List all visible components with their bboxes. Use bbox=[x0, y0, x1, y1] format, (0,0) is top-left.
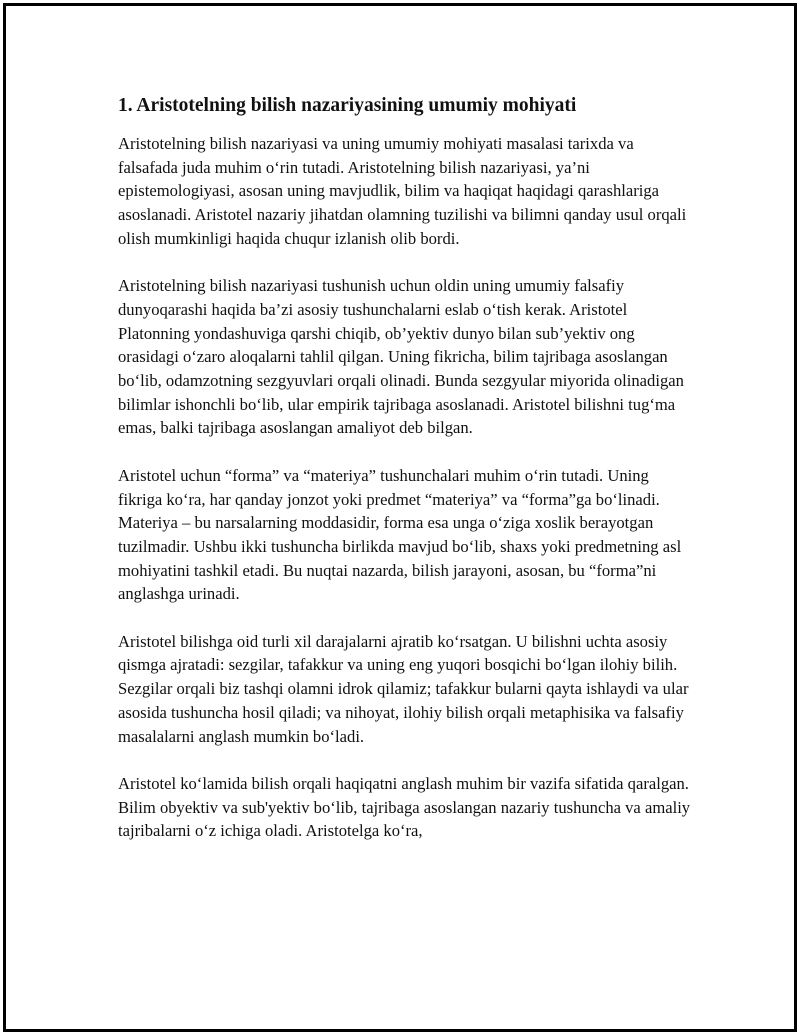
document-body bbox=[118, 94, 693, 867]
paragraph-1: Aristotelning bilish nazariyasi va uning umumiy mohiyati masalasi tarixda va falsafada juda muhim o‘rin tutadi. Aristotelning bilish nazariyasi, ya’ni epistemologiyasi, asosan uning mavjudlik, bilim va haqiqat haqidagi qarashlariga asoslanadi. Aristotel nazariy jihatdan olamning tuzilishi va bilimni qanday usul orqali olish mumkinligi haqida chuqur izlanish olib bordi. bbox=[118, 134, 687, 248]
document-title: 1. Aristotelning bilish nazariyasining umumiy mohiyati bbox=[118, 95, 577, 116]
paragraph-4: Aristotel bilishga oid turli xil darajalarni ajratib ko‘rsatgan. U bilishni uchta asosiy qismga ajratadi: sezgilar, tafakkur va uning eng yuqori bosqichi bo‘lgan ilohiy bilih. Sezgilar orqali biz tashqi olamni idrok qilamiz; tafakkur bularni qayta ishlaydi va ular asosida tushuncha hosil qiladi; va nihoyat, ilohiy bilish orqali metaphisika va falsafiy masalalarni anglash mumkin bo‘ladi. bbox=[118, 631, 689, 746]
paragraph-5: Aristotel ko‘lamida bilish orqali haqiqatni anglash muhim bir vazifa sifatida qaralgan. Bilim obyektiv va sub'yektiv bo‘lib, tajribaga asoslangan nazariy tushuncha va amaliy tajribalarni o‘z ichiga oladi. Aristotelga ko‘ra, bbox=[118, 773, 691, 841]
paragraph-2: Aristotelning bilish nazariyasi tushunish uchun oldin uning umumiy falsafiy dunyoqarashi haqida ba’zi asosiy tushunchalarni eslab o‘tish kerak. Aristotel Platonning yondashuviga qarshi chiqib, ob’yektiv dunyo bilan sub’yektiv ong orasidagi o‘zaro aloqalarni tahlil qilgan. Uning fikricha, bilim tajribaga asoslangan bo‘lib, odamzotning sezgyuvlari orqali olinadi. Bunda sezgyular miyorida olinadigan bilimlar ishonchli bo‘lib, ular empirik tajribaga asoslanadi. Aristotel bilishni tug‘ma emas, balki tajribaga asoslangan amaliyot deb bilgan. bbox=[118, 276, 684, 438]
paragraph-3: Aristotel uchun “forma” va “materiya” tushunchalari muhim o‘rin tutadi. Uning fikriga ko‘ra, har qanday jonzot yoki predmet “materiya” va “forma”ga bo‘linadi. Materiya – bu narsalarning moddasidir, forma esa unga o‘ziga xoslik berayotgan tuzilmadir. Ushbu ikki tushuncha birlikda mavjud bo‘lib, shaxs yoki predmetning asl mohiyatini tashkil etadi. Bu nuqtai nazarda, bilish jarayoni, asosan, bu “forma”ni anglashga urinadi. bbox=[118, 465, 682, 604]
